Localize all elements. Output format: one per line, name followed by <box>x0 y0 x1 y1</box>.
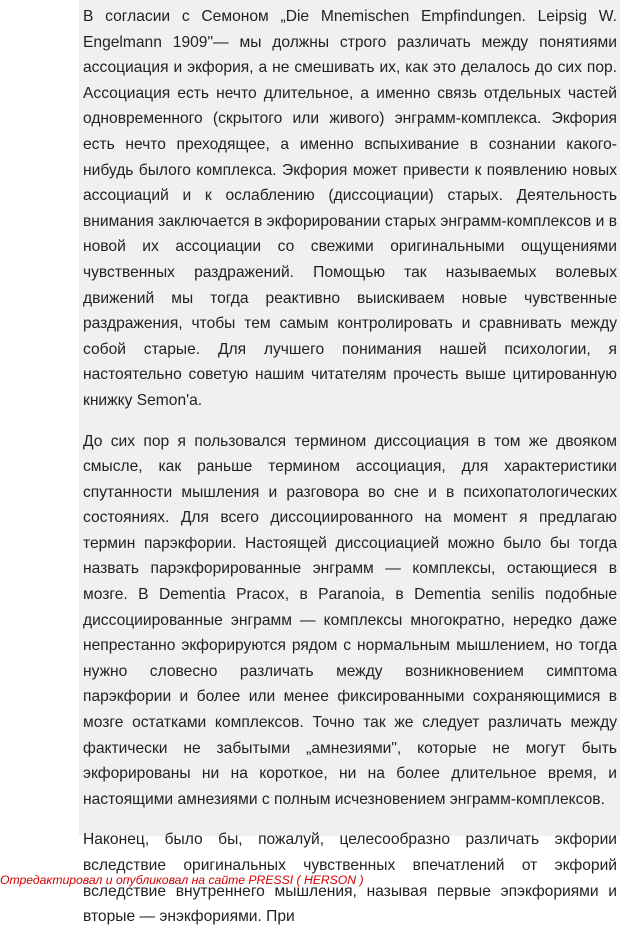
document-body <box>83 4 617 930</box>
paragraph-dissociation: До сих пор я пользовался термином диссоциация в том же двояком смысле, как раньше термином ассоциация, для характеристики спутанности мышления и разговора во сне и в психопатологических состояниях. Для всего диссоциированного на момент я предлагаю термин парэкфории. Настоящей диссоциацией можно было бы тогда назвать парэкфорированные энграмм — комплексы, остающиеся в мозге. В Dementia Pracox, в Paranoia, в Dementia senilis подобные диссоциированные энграмм — комплексы многократно, нередко даже непрестанно экфорируются рядом с нормальным мышлением, но тогда нужно словесно различать между возникновением симптома парэкфории и более или менее фиксированными сохраняющимися в мозге остатками комплексов. Точно так же следует различать между фактически не забытыми „амнезиями", которые не могут быть экфорированы ни на короткое, ни на более длительное время, и настоящими амнезиями с полным исчезновением энграмм-комплексов. <box>83 432 617 808</box>
footer-credit: Отредактировал и опубликовал на сайте PRESSI ( HERSON ) <box>0 873 364 887</box>
paragraph-semon-associations: В согласии с Семоном „Die Mnemischen Empfindungen. Leipsig W. Engelmann 1909"— мы должны строго различать между понятиями ассоциация и экфория, а не смешивать их, как это делалось до сих пор. Ассоциация есть нечто длительное, а именно связь отдельных частей одновременного (скрытого или живого) энграмм-комплекса. Экфория есть нечто преходящее, а именно вспыхивание в сознании какого-нибудь былого комплекса. Экфория может привести к появлению новых ассоциаций и к ослаблению (диссоциации) старых. Деятельность внимания заключается в экфорировании старых энграмм-комплексов и в новой их ассоциации со свежими оригинальными ощущениями чувственных раздражений. Помощью так называемых волевых движений мы тогда реактивно выискиваем новые чувственные раздражения, чтобы тем самым контролировать и сравнивать между собой старые. Для лучшего понимания нашей психологии, я настоятельно советую нашим читателям прочесть выше цитированную книжку Semon'a. <box>83 8 617 409</box>
paragraph-ecphoria: Наконец, было бы, пожалуй, целесообразно различать экфории вследствие оригинальных чувственных впечатлений от экфорий вследствие внутреннего мышления, называя первые эпэкфориями и вторые — энэкфориями. При <box>83 831 617 926</box>
